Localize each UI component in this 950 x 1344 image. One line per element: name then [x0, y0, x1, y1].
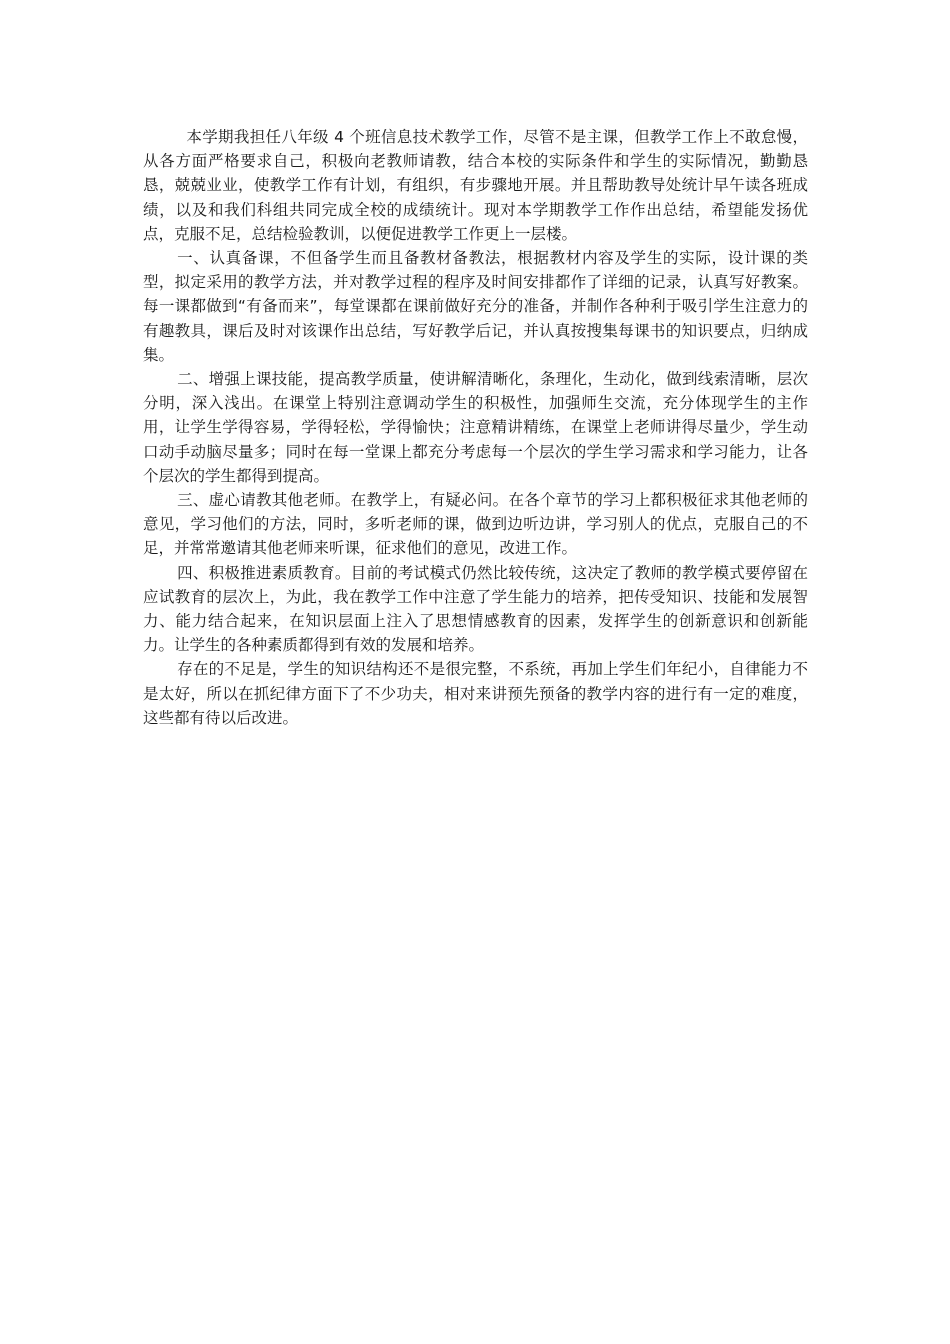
paragraph-quality-education: 四、积极推进素质教育。目前的考试模式仍然比较传统，这决定了教师的教学模式要停留在应试教育的层次上，为此，我在教学工作中注意了学生能力的培养，把传受知识、技能和发展智力、能力结合起来，在知识层面上注入了思想情感教育的因素，发挥学生的创新意识和创新能力。让学生的各种素质都得到有效的发展和培养。	[143, 563, 808, 655]
paragraph-consult-teachers: 三、虚心请教其他老师。在教学上，有疑必问。在各个章节的学习上都积极征求其他老师的意见，学习他们的方法，同时，多听老师的课，做到边听边讲，学习别人的优点，克服自己的不足，并常常邀请其他老师来听课，征求他们的意见，改进工作。	[143, 491, 808, 558]
paragraph-teaching-skills: 二、增强上课技能，提高教学质量，使讲解清晰化，条理化，生动化，做到线索清晰，层次分明，深入浅出。在课堂上特别注意调动学生的积极性，加强师生交流，充分体现学生的主作用，让学生学得容易，学得轻松，学得愉快；注意精讲精练，在课堂上老师讲得尽量少，学生动口动手动脑尽量多；同时在每一堂课上都充分考虑每一个层次的学生学习需求和学习能力，让各个层次的学生都得到提高。	[143, 370, 808, 485]
paragraph-shortcomings: 存在的不足是，学生的知识结构还不是很完整，不系统，再加上学生们年纪小，自律能力不是太好，所以在抓纪律方面下了不少功夫，相对来讲预先预备的教学内容的进行有一定的难度，这些都有待以后改进。	[143, 660, 808, 727]
paragraph-intro: 本学期我担任八年级 4 个班信息技术教学工作，尽管不是主课，但教学工作上不敢怠慢，从各方面严格要求自己，积极向老教师请教，结合本校的实际条件和学生的实际情况，勤勤恳恳，兢兢业业，使教学工作有计划，有组织，有步骤地开展。并且帮助教导处统计早午读各班成绩，以及和我们科组共同完成全校的成绩统计。现对本学期教学工作作出总结，希望能发扬优点，克服不足，总结检验教训，以便促进教学工作更上一层楼。	[143, 128, 808, 243]
paragraph-lesson-preparation: 一、认真备课，不但备学生而且备教材备教法，根据教材内容及学生的实际，设计课的类型，拟定采用的教学方法，并对教学过程的程序及时间安排都作了详细的记录，认真写好教案。每一课都做到“有备而来”，每堂课都在课前做好充分的准备，并制作各种利于吸引学生注意力的有趣教具，课后及时对该课作出总结，写好教学后记，并认真按搜集每课书的知识要点，归纳成集。	[143, 249, 808, 364]
document-body	[143, 125, 808, 730]
